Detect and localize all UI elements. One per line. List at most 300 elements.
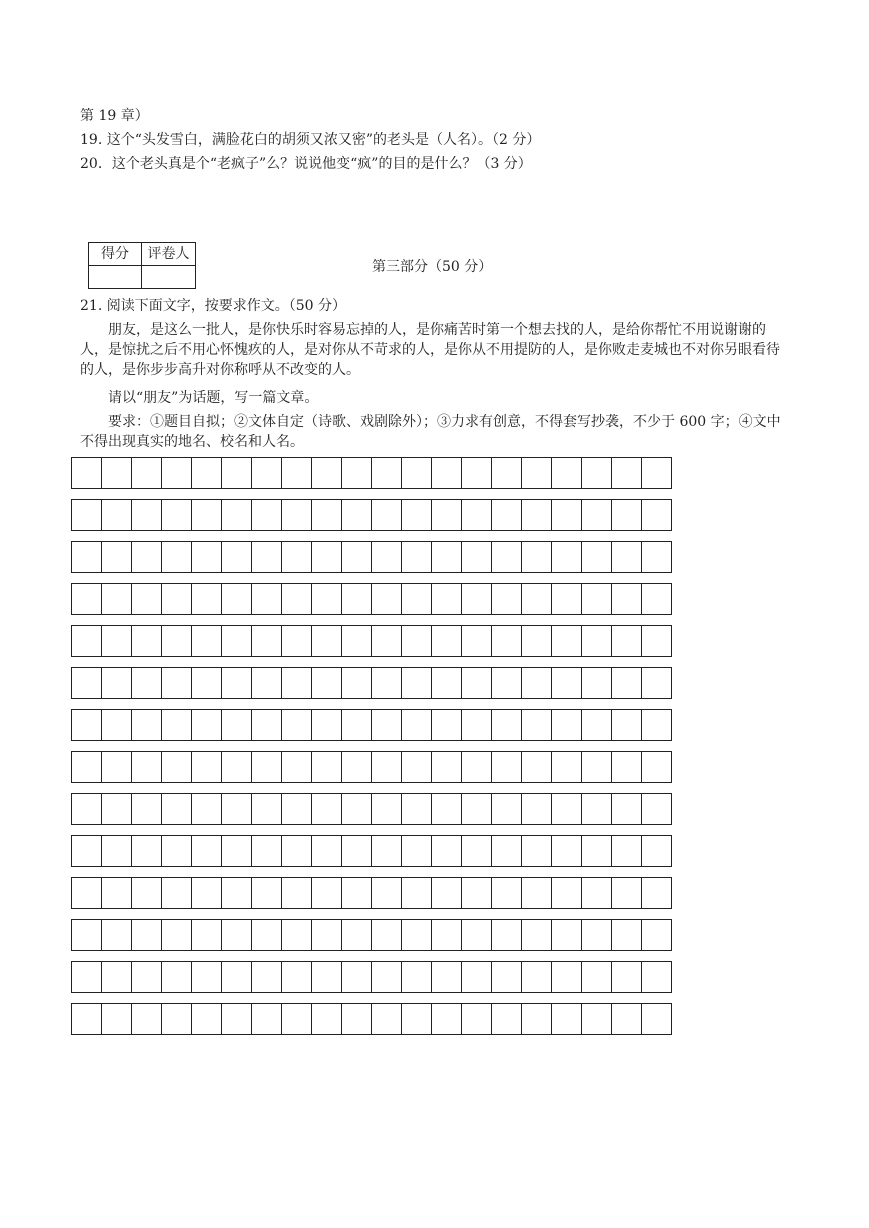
grid-cell[interactable] bbox=[72, 793, 102, 825]
grid-cell[interactable] bbox=[162, 667, 192, 699]
grid-row bbox=[71, 919, 672, 951]
score-table bbox=[88, 242, 196, 289]
grid-cell[interactable] bbox=[72, 1003, 102, 1035]
grid-cell[interactable] bbox=[582, 709, 612, 741]
grid-cell[interactable] bbox=[642, 625, 672, 657]
grid-cell[interactable] bbox=[402, 1003, 432, 1035]
grid-cell[interactable] bbox=[252, 919, 282, 951]
grid-cell[interactable] bbox=[222, 877, 252, 909]
grid-cell[interactable] bbox=[162, 457, 192, 489]
grid-cell[interactable] bbox=[222, 667, 252, 699]
grid-cell[interactable] bbox=[72, 667, 102, 699]
grid-cell[interactable] bbox=[342, 877, 372, 909]
grid-cell[interactable] bbox=[372, 583, 402, 615]
grid-cell[interactable] bbox=[612, 835, 642, 867]
grid-cell[interactable] bbox=[192, 877, 222, 909]
grid-cell[interactable] bbox=[192, 919, 222, 951]
grid-row bbox=[71, 625, 672, 657]
grid-cell[interactable] bbox=[252, 667, 282, 699]
grid-cell[interactable] bbox=[522, 583, 552, 615]
grid-cell[interactable] bbox=[342, 1003, 372, 1035]
grid-cell[interactable] bbox=[402, 709, 432, 741]
grid-cell[interactable] bbox=[72, 877, 102, 909]
grid-cell[interactable] bbox=[72, 541, 102, 573]
grid-cell[interactable] bbox=[432, 583, 462, 615]
grid-cell[interactable] bbox=[462, 961, 492, 993]
grid-cell[interactable] bbox=[462, 835, 492, 867]
grid-cell[interactable] bbox=[612, 961, 642, 993]
grid-cell[interactable] bbox=[102, 961, 132, 993]
grid-cell[interactable] bbox=[282, 793, 312, 825]
grid-cell[interactable] bbox=[102, 793, 132, 825]
grid-cell[interactable] bbox=[372, 877, 402, 909]
grid-cell[interactable] bbox=[462, 751, 492, 783]
grid-cell[interactable] bbox=[192, 961, 222, 993]
grid-cell[interactable] bbox=[432, 961, 462, 993]
grid-cell[interactable] bbox=[612, 499, 642, 531]
score-header: 得分 bbox=[89, 243, 142, 266]
grid-cell[interactable] bbox=[552, 457, 582, 489]
grid-cell[interactable] bbox=[102, 583, 132, 615]
grid-cell[interactable] bbox=[282, 625, 312, 657]
grid-cell[interactable] bbox=[312, 793, 342, 825]
grid-cell[interactable] bbox=[162, 1003, 192, 1035]
grid-cell[interactable] bbox=[552, 541, 582, 573]
grid-cell[interactable] bbox=[72, 583, 102, 615]
grid-cell[interactable] bbox=[102, 919, 132, 951]
grid-cell[interactable] bbox=[162, 751, 192, 783]
grid-cell[interactable] bbox=[462, 499, 492, 531]
grid-cell[interactable] bbox=[192, 457, 222, 489]
grid-cell[interactable] bbox=[252, 457, 282, 489]
grid-cell[interactable] bbox=[432, 919, 462, 951]
question-21-passage: 朋友，是这么一批人，是你快乐时容易忘掉的人，是你痛苦时第一个想去找的人，是给你帮忙不用说谢谢的人，是惊扰之后不用心怀愧疚的人，是对你从不苛求的人，是你从不用提防的人，是你败走麦城也不对你另眼看待的人，是你步步高升对你称呼从不改变的人。 bbox=[80, 322, 780, 378]
grid-cell[interactable] bbox=[372, 751, 402, 783]
grid-cell[interactable] bbox=[432, 499, 462, 531]
grid-cell[interactable] bbox=[192, 625, 222, 657]
grid-cell[interactable] bbox=[282, 457, 312, 489]
grid-cell[interactable] bbox=[162, 499, 192, 531]
grid-cell[interactable] bbox=[402, 835, 432, 867]
grid-cell[interactable] bbox=[462, 1003, 492, 1035]
grid-cell[interactable] bbox=[552, 919, 582, 951]
grid-cell[interactable] bbox=[102, 877, 132, 909]
grid-cell[interactable] bbox=[222, 835, 252, 867]
grid-cell[interactable] bbox=[492, 877, 522, 909]
grid-cell[interactable] bbox=[432, 1003, 462, 1035]
grid-cell[interactable] bbox=[222, 751, 252, 783]
grid-cell[interactable] bbox=[252, 625, 282, 657]
grid-cell[interactable] bbox=[642, 1003, 672, 1035]
grid-cell[interactable] bbox=[432, 625, 462, 657]
grid-cell[interactable] bbox=[402, 961, 432, 993]
grid-cell[interactable] bbox=[162, 919, 192, 951]
grid-cell[interactable] bbox=[432, 457, 462, 489]
grid-cell[interactable] bbox=[552, 835, 582, 867]
grid-cell[interactable] bbox=[372, 793, 402, 825]
grid-cell[interactable] bbox=[342, 919, 372, 951]
grid-cell[interactable] bbox=[282, 835, 312, 867]
grid-cell[interactable] bbox=[462, 709, 492, 741]
grid-cell[interactable] bbox=[132, 1003, 162, 1035]
grid-cell[interactable] bbox=[612, 877, 642, 909]
grid-cell[interactable] bbox=[192, 667, 222, 699]
grid-cell[interactable] bbox=[522, 709, 552, 741]
grid-cell[interactable] bbox=[522, 1003, 552, 1035]
grid-cell[interactable] bbox=[72, 457, 102, 489]
grid-cell[interactable] bbox=[162, 793, 192, 825]
grid-cell[interactable] bbox=[522, 877, 552, 909]
grid-cell[interactable] bbox=[222, 709, 252, 741]
grid-cell[interactable] bbox=[372, 961, 402, 993]
grid-cell[interactable] bbox=[192, 751, 222, 783]
grid-cell[interactable] bbox=[582, 751, 612, 783]
grid-cell[interactable] bbox=[222, 457, 252, 489]
grid-cell[interactable] bbox=[612, 793, 642, 825]
grid-cell[interactable] bbox=[342, 667, 372, 699]
grid-cell[interactable] bbox=[132, 667, 162, 699]
grid-cell[interactable] bbox=[432, 667, 462, 699]
grid-row bbox=[71, 793, 672, 825]
grid-cell[interactable] bbox=[642, 499, 672, 531]
grid-cell[interactable] bbox=[312, 961, 342, 993]
grid-cell[interactable] bbox=[552, 709, 582, 741]
grid-cell[interactable] bbox=[192, 499, 222, 531]
grid-cell[interactable] bbox=[222, 499, 252, 531]
grid-cell[interactable] bbox=[282, 877, 312, 909]
grid-cell[interactable] bbox=[402, 877, 432, 909]
grid-cell[interactable] bbox=[162, 835, 192, 867]
grader-input-cell[interactable] bbox=[142, 266, 196, 289]
grid-cell[interactable] bbox=[522, 667, 552, 699]
grid-cell[interactable] bbox=[372, 625, 402, 657]
grid-cell[interactable] bbox=[582, 919, 612, 951]
grid-cell[interactable] bbox=[132, 961, 162, 993]
grid-cell[interactable] bbox=[342, 835, 372, 867]
grid-cell[interactable] bbox=[132, 751, 162, 783]
grid-cell[interactable] bbox=[462, 583, 492, 615]
grid-cell[interactable] bbox=[342, 751, 372, 783]
grid-cell[interactable] bbox=[312, 877, 342, 909]
grid-cell[interactable] bbox=[432, 709, 462, 741]
grid-cell[interactable] bbox=[132, 877, 162, 909]
grid-cell[interactable] bbox=[312, 583, 342, 615]
grid-cell[interactable] bbox=[402, 457, 432, 489]
grid-cell[interactable] bbox=[192, 793, 222, 825]
grid-cell[interactable] bbox=[282, 499, 312, 531]
grid-cell[interactable] bbox=[462, 457, 492, 489]
grid-cell[interactable] bbox=[162, 961, 192, 993]
grid-cell[interactable] bbox=[522, 499, 552, 531]
grid-cell[interactable] bbox=[72, 751, 102, 783]
grid-cell[interactable] bbox=[522, 751, 552, 783]
grid-cell[interactable] bbox=[102, 541, 132, 573]
grid-cell[interactable] bbox=[612, 751, 642, 783]
grid-cell[interactable] bbox=[312, 625, 342, 657]
grid-cell[interactable] bbox=[402, 625, 432, 657]
grid-cell[interactable] bbox=[492, 751, 522, 783]
grid-cell[interactable] bbox=[582, 457, 612, 489]
grid-cell[interactable] bbox=[252, 793, 282, 825]
grid-cell[interactable] bbox=[522, 961, 552, 993]
grid-cell[interactable] bbox=[402, 667, 432, 699]
grid-cell[interactable] bbox=[522, 625, 552, 657]
grid-cell[interactable] bbox=[312, 541, 342, 573]
grid-cell[interactable] bbox=[282, 667, 312, 699]
grid-cell[interactable] bbox=[492, 583, 522, 615]
grid-cell[interactable] bbox=[402, 919, 432, 951]
grid-cell[interactable] bbox=[642, 751, 672, 783]
grid-cell[interactable] bbox=[342, 583, 372, 615]
grid-cell[interactable] bbox=[582, 499, 612, 531]
grid-row bbox=[71, 877, 672, 909]
grid-cell[interactable] bbox=[642, 961, 672, 993]
grid-cell[interactable] bbox=[102, 667, 132, 699]
grid-cell[interactable] bbox=[282, 583, 312, 615]
grid-cell[interactable] bbox=[132, 919, 162, 951]
grid-cell[interactable] bbox=[252, 499, 282, 531]
grid-cell[interactable] bbox=[372, 499, 402, 531]
grid-cell[interactable] bbox=[402, 541, 432, 573]
grid-cell[interactable] bbox=[552, 667, 582, 699]
grid-cell[interactable] bbox=[462, 541, 492, 573]
grid-cell[interactable] bbox=[72, 709, 102, 741]
grid-cell[interactable] bbox=[462, 793, 492, 825]
grid-cell[interactable] bbox=[132, 709, 162, 741]
grid-cell[interactable] bbox=[552, 625, 582, 657]
part-three-title: 第三部分（50 分） bbox=[372, 259, 493, 275]
grid-cell[interactable] bbox=[102, 835, 132, 867]
grid-cell[interactable] bbox=[612, 541, 642, 573]
grid-cell[interactable] bbox=[582, 835, 612, 867]
grid-cell[interactable] bbox=[642, 709, 672, 741]
grid-cell[interactable] bbox=[552, 499, 582, 531]
grid-cell[interactable] bbox=[282, 541, 312, 573]
grid-row bbox=[71, 499, 672, 531]
grid-cell[interactable] bbox=[252, 835, 282, 867]
grid-cell[interactable] bbox=[642, 667, 672, 699]
grid-cell[interactable] bbox=[372, 919, 402, 951]
grid-cell[interactable] bbox=[642, 835, 672, 867]
grid-cell[interactable] bbox=[552, 877, 582, 909]
grid-cell[interactable] bbox=[312, 1003, 342, 1035]
grid-cell[interactable] bbox=[132, 835, 162, 867]
grid-cell[interactable] bbox=[72, 835, 102, 867]
grid-cell[interactable] bbox=[642, 793, 672, 825]
grid-cell[interactable] bbox=[162, 709, 192, 741]
grid-cell[interactable] bbox=[102, 751, 132, 783]
grid-cell[interactable] bbox=[222, 1003, 252, 1035]
grid-cell[interactable] bbox=[162, 877, 192, 909]
grid-cell[interactable] bbox=[102, 709, 132, 741]
grid-cell[interactable] bbox=[222, 625, 252, 657]
grid-row bbox=[71, 583, 672, 615]
grid-cell[interactable] bbox=[522, 793, 552, 825]
grid-cell[interactable] bbox=[342, 541, 372, 573]
grid-cell[interactable] bbox=[612, 1003, 642, 1035]
grid-cell[interactable] bbox=[612, 583, 642, 615]
grid-cell[interactable] bbox=[372, 835, 402, 867]
grid-cell[interactable] bbox=[102, 499, 132, 531]
grid-cell[interactable] bbox=[132, 499, 162, 531]
grid-cell[interactable] bbox=[492, 793, 522, 825]
grid-cell[interactable] bbox=[552, 793, 582, 825]
grid-cell[interactable] bbox=[552, 583, 582, 615]
grid-cell[interactable] bbox=[222, 961, 252, 993]
grid-cell[interactable] bbox=[372, 709, 402, 741]
grid-cell[interactable] bbox=[642, 457, 672, 489]
grid-cell[interactable] bbox=[582, 793, 612, 825]
grid-cell[interactable] bbox=[462, 919, 492, 951]
grid-cell[interactable] bbox=[522, 457, 552, 489]
grid-cell[interactable] bbox=[222, 583, 252, 615]
grid-cell[interactable] bbox=[492, 961, 522, 993]
grader-header: 评卷人 bbox=[142, 243, 196, 266]
grid-cell[interactable] bbox=[582, 667, 612, 699]
grid-cell[interactable] bbox=[162, 625, 192, 657]
grid-cell[interactable] bbox=[492, 625, 522, 657]
grid-cell[interactable] bbox=[282, 919, 312, 951]
question-21-prompt: 21. 阅读下面文字，按要求作文。（50 分） bbox=[80, 298, 346, 314]
grid-cell[interactable] bbox=[192, 583, 222, 615]
grid-cell[interactable] bbox=[222, 919, 252, 951]
grid-cell[interactable] bbox=[432, 541, 462, 573]
grid-cell[interactable] bbox=[492, 541, 522, 573]
grid-cell[interactable] bbox=[342, 709, 372, 741]
grid-cell[interactable] bbox=[252, 709, 282, 741]
grid-cell[interactable] bbox=[522, 919, 552, 951]
grid-cell[interactable] bbox=[372, 667, 402, 699]
grid-cell[interactable] bbox=[402, 583, 432, 615]
grid-cell[interactable] bbox=[222, 793, 252, 825]
question-20: 20．这个老头真是个“老疯子”么？说说他变“疯”的目的是什么？（3 分） bbox=[80, 156, 532, 172]
grid-cell[interactable] bbox=[492, 667, 522, 699]
grid-cell[interactable] bbox=[132, 541, 162, 573]
grid-cell[interactable] bbox=[72, 961, 102, 993]
grid-cell[interactable] bbox=[312, 499, 342, 531]
grid-cell[interactable] bbox=[402, 751, 432, 783]
grid-cell[interactable] bbox=[312, 709, 342, 741]
grid-cell[interactable] bbox=[372, 457, 402, 489]
grid-cell[interactable] bbox=[132, 457, 162, 489]
grid-row bbox=[71, 751, 672, 783]
grid-cell[interactable] bbox=[192, 709, 222, 741]
grid-cell[interactable] bbox=[372, 541, 402, 573]
grid-cell[interactable] bbox=[582, 583, 612, 615]
grid-cell[interactable] bbox=[72, 499, 102, 531]
grid-cell[interactable] bbox=[492, 457, 522, 489]
grid-cell[interactable] bbox=[342, 457, 372, 489]
grid-cell[interactable] bbox=[282, 709, 312, 741]
grid-cell[interactable] bbox=[612, 919, 642, 951]
grid-cell[interactable] bbox=[342, 961, 372, 993]
grid-cell[interactable] bbox=[612, 667, 642, 699]
grid-cell[interactable] bbox=[312, 835, 342, 867]
grid-cell[interactable] bbox=[222, 541, 252, 573]
grid-cell[interactable] bbox=[372, 1003, 402, 1035]
grid-cell[interactable] bbox=[552, 961, 582, 993]
grid-cell[interactable] bbox=[282, 1003, 312, 1035]
grid-cell[interactable] bbox=[342, 499, 372, 531]
grid-cell[interactable] bbox=[432, 877, 462, 909]
grid-cell[interactable] bbox=[492, 499, 522, 531]
grid-cell[interactable] bbox=[102, 625, 132, 657]
score-input-cell[interactable] bbox=[89, 266, 142, 289]
grid-cell[interactable] bbox=[132, 583, 162, 615]
grid-cell[interactable] bbox=[612, 625, 642, 657]
grid-cell[interactable] bbox=[522, 835, 552, 867]
grid-cell[interactable] bbox=[252, 877, 282, 909]
grid-cell[interactable] bbox=[642, 919, 672, 951]
grid-cell[interactable] bbox=[192, 541, 222, 573]
grid-cell[interactable] bbox=[642, 877, 672, 909]
grid-cell[interactable] bbox=[282, 751, 312, 783]
grid-cell[interactable] bbox=[282, 961, 312, 993]
grid-cell[interactable] bbox=[342, 625, 372, 657]
grid-cell[interactable] bbox=[432, 835, 462, 867]
grid-cell[interactable] bbox=[72, 625, 102, 657]
grid-cell[interactable] bbox=[102, 1003, 132, 1035]
grid-cell[interactable] bbox=[252, 583, 282, 615]
grid-cell[interactable] bbox=[552, 751, 582, 783]
grid-cell[interactable] bbox=[402, 499, 432, 531]
grid-cell[interactable] bbox=[132, 625, 162, 657]
grid-cell[interactable] bbox=[642, 541, 672, 573]
grid-cell[interactable] bbox=[132, 793, 162, 825]
grid-cell[interactable] bbox=[312, 919, 342, 951]
grid-cell[interactable] bbox=[462, 625, 492, 657]
grid-cell[interactable] bbox=[492, 835, 522, 867]
grid-cell[interactable] bbox=[582, 625, 612, 657]
grid-cell[interactable] bbox=[252, 541, 282, 573]
grid-cell[interactable] bbox=[582, 877, 612, 909]
grid-cell[interactable] bbox=[432, 793, 462, 825]
grid-cell[interactable] bbox=[582, 961, 612, 993]
grid-cell[interactable] bbox=[162, 541, 192, 573]
grid-cell[interactable] bbox=[312, 667, 342, 699]
grid-cell[interactable] bbox=[102, 457, 132, 489]
grid-cell[interactable] bbox=[432, 751, 462, 783]
grid-cell[interactable] bbox=[312, 457, 342, 489]
grid-cell[interactable] bbox=[612, 709, 642, 741]
grid-row bbox=[71, 457, 672, 489]
grid-cell[interactable] bbox=[402, 793, 432, 825]
question-21-requirements: 要求：①题目自拟；②文体自定（诗歌、戏剧除外）；③力求有创意，不得套写抄袭，不少于 600 字；④文中不得出现真实的地名、校名和人名。 bbox=[80, 414, 781, 450]
grid-cell[interactable] bbox=[252, 751, 282, 783]
grid-cell[interactable] bbox=[462, 667, 492, 699]
grid-cell[interactable] bbox=[252, 1003, 282, 1035]
grid-cell[interactable] bbox=[582, 1003, 612, 1035]
grid-cell[interactable] bbox=[522, 541, 552, 573]
grid-cell[interactable] bbox=[312, 751, 342, 783]
grid-row bbox=[71, 709, 672, 741]
grid-cell[interactable] bbox=[582, 541, 612, 573]
grid-cell[interactable] bbox=[162, 583, 192, 615]
grid-cell[interactable] bbox=[492, 919, 522, 951]
grid-cell[interactable] bbox=[492, 709, 522, 741]
composition-writing-grid[interactable] bbox=[71, 457, 672, 1045]
grid-cell[interactable] bbox=[342, 793, 372, 825]
grid-cell[interactable] bbox=[192, 1003, 222, 1035]
grid-cell[interactable] bbox=[252, 961, 282, 993]
grid-cell[interactable] bbox=[192, 835, 222, 867]
grid-cell[interactable] bbox=[552, 1003, 582, 1035]
grid-cell[interactable] bbox=[72, 919, 102, 951]
grid-cell[interactable] bbox=[642, 583, 672, 615]
grid-cell[interactable] bbox=[462, 877, 492, 909]
grid-cell[interactable] bbox=[492, 1003, 522, 1035]
grid-cell[interactable] bbox=[612, 457, 642, 489]
